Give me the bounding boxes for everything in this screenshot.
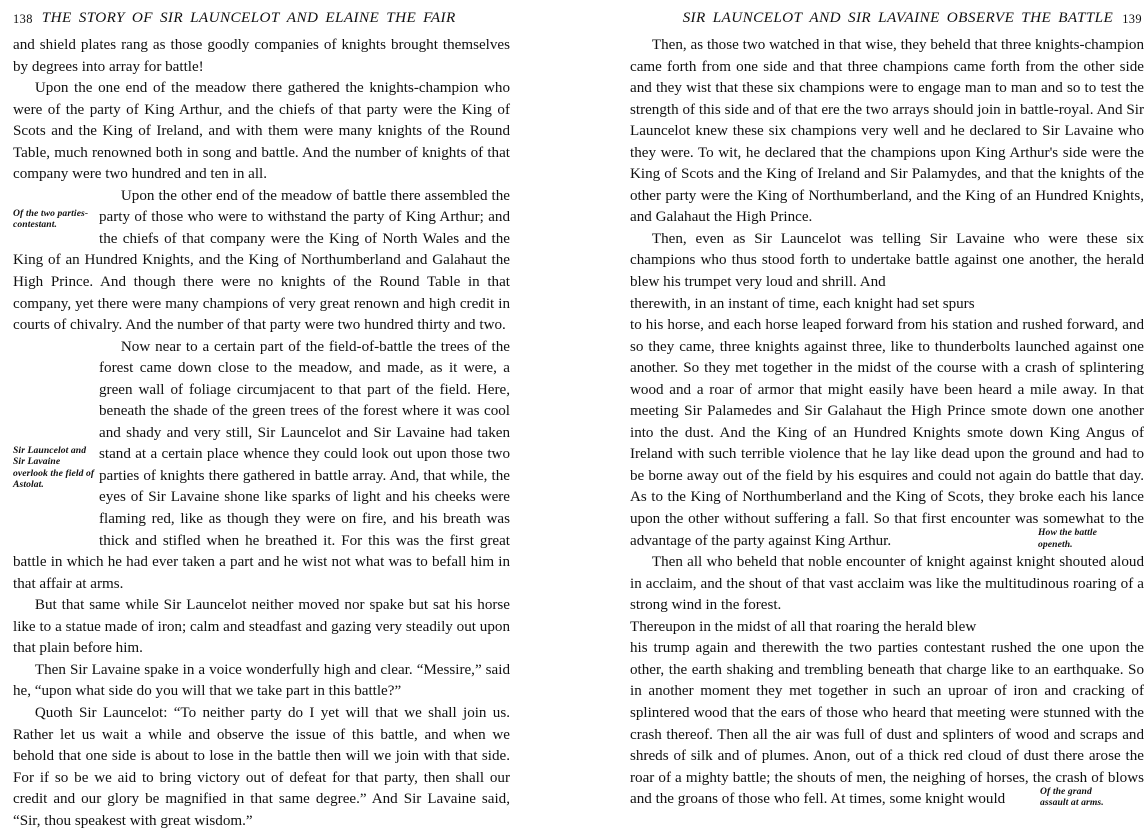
running-head-word: LAVAINE (878, 9, 940, 26)
paragraph-part: his trump again and therewith the two parties contestant rushed the one upon the other, the earth shaking and trembling beneath that charge like to an earthquake. So in another moment they met together in such an uproar of iron and cracking of splintered wood that the ears of those who heard that meeting were stunned with the crash thereof. Then all the air was full of dust and splinters of wood and scraps and shreds of silk and of plumes. Anon, out of a thick red cloud of dust there arose the roar of a mighty battle; the shouts of men, the neighing of horses, the crash of blows and the groans of those who fell. At times, some knight would (630, 640, 1144, 808)
running-head-left (13, 9, 510, 35)
paragraph-body: Now near to a certain part of the field-of-battle the trees of the forest came down close to the meadow, and made, as it were, a green wall of foliage circumjacent to that part of the field. Here, beneath the shade of the green trees of the forest where it was cool and shady and very still, Sir Launcelot and Sir Lavaine had taken stand at a certain place whence they could look out upon those two parties of knights there gathered in battle array. And, that while, the eyes of Sir Lavaine shone like sparks of light and his cheeks were flaming red, like as though they were on fire, and his breath was thick and stifled when he breathed it. For this was the first great battle in which he had ever taken a part and he wist not what was to befall him in that affair at arms. (13, 338, 510, 592)
paragraph: But that same while Sir Launcelot neither moved nor spake but sat his horse like to a statue made of iron; calm and steadfast and gazing very steadily out upon that plain before him. (13, 597, 510, 657)
paragraph: and shield plates rang as those goodly companies of knights brought themselves by degrees into array for battle! (13, 37, 510, 75)
running-head-word: OF (131, 9, 153, 26)
running-head-word: AND (809, 9, 841, 26)
page-left (0, 0, 572, 829)
folio-number-left: 138 (13, 12, 33, 26)
running-head-word: THE (1021, 9, 1052, 26)
paragraph-with-margin-note (13, 186, 510, 337)
margin-note-line: openeth. (1038, 538, 1073, 550)
paragraph-group-with-side-note (630, 229, 1144, 552)
running-head-word: STORY (78, 9, 125, 26)
running-head-word: FAIR (423, 9, 456, 26)
running-head-word: LAUNCELOT (712, 9, 803, 26)
running-head-word: ELAINE (325, 9, 380, 26)
margin-note-line: assault at arms. (1040, 797, 1104, 809)
paragraph-with-margin-note (13, 337, 510, 596)
running-head-word: THE (386, 9, 417, 26)
paragraph: Then Sir Lavaine spake in a voice wonderfully high and clear. “Messire,” said he, “upon what side do you will that we take part in this battle?” (13, 661, 510, 700)
margin-note-overlook-astolat: Sir Launcelot and Sir Lavaine overlook the field of Astolat. (13, 444, 95, 491)
paragraph-part: therewith, in an instant of time, each knight had set spurs (630, 295, 975, 312)
paragraph-part: Then all who beheld that noble encounter of knight against knight shouted aloud in acclaim, and the shout of that vast acclaim was like the multitudinous roaring of a strong wind in the forest. (630, 554, 1144, 614)
margin-note-parties-contestant: Of the two parties-contestant. (13, 207, 89, 231)
running-head-word: OBSERVE (946, 9, 1015, 26)
paragraph-group-with-side-note (630, 552, 1144, 811)
running-head-word: SIR (847, 9, 872, 26)
running-head-word: SIR (682, 9, 706, 26)
left-column-text (13, 35, 510, 832)
running-head-word: THE (41, 9, 72, 26)
folio-number-right: 139 (1122, 12, 1142, 26)
paragraph-body: Upon the other end of the meadow of battle there assembled the party of those who were to withstand the party of King Arthur; and the chiefs of that company were the King of North Wales and the King of an Hundred Knights, and the King of Northumberland and Galahaut the High Prince. And though there were no knights of the Round Table in that company, yet there were many champions of very great renown and high credit in courts of chivalry. And the number of that party were two hundred thirty and two. (13, 187, 510, 334)
running-head-word: LAUNCELOT (190, 9, 280, 26)
running-head-left-title (42, 9, 456, 27)
page-right (572, 0, 1144, 809)
right-column-text (630, 35, 1144, 811)
running-head-right-title (683, 9, 1114, 27)
running-head-word: AND (286, 9, 319, 26)
running-head-word: BATTLE (1058, 9, 1114, 26)
paragraph-part: Then, even as Sir Launcelot was telling Sir Lavaine who were these six champions who thus stood forth to undertake battle against one another, the herald blew his trumpet very loud and shrill. And (630, 230, 1144, 291)
margin-note-line: How the battle (1038, 526, 1097, 538)
paragraph: Upon the one end of the meadow there gathered the knights-champion who were of the party of King Arthur, and the chiefs of that party were the King of Scots and the King of Ireland, and with them were many knights of the Round Table, much renowned both in song and battle. And the number of knights of that company were two hundred and ten in all. (13, 80, 510, 183)
margin-note-how-battle-openeth (1038, 527, 1144, 550)
paragraph: Then, as those two watched in that wise, they beheld that three knights-champion came forth from one side and that three champions came forth from the other side and they wist that these six champions were to engage man to man and so to test the strength of this side and of that ere the two arrays should join in battle-royal. And Sir Launcelot knew these six champions very well and he declared to Sir Lavaine who they were. To wit, he declared that the champions upon King Arthur's side were the King of Scots and the King of Ireland and Sir Palamydes, and that the knights of the other party were the King of Northumberland, and the King of an Hundred Knights, and Galahaut the High Prince. (630, 37, 1144, 226)
margin-note-line: Of the grand (1040, 785, 1092, 797)
paragraph-part: to his horse, and each horse leaped forward from his station and rushed forward, and so they came, three knights against three, like to thunderbolts launched against one another. So they met together in the midst of the course with a crash of splintering wood and a roar of armor that might easily have been heard a mile away. In that meeting Sir Palamedes and Sir Galahaut the High Prince smote down one another into the dust. And the King of an Hundred Knights smote down King Angus of Ireland with such terrible violence that he lay like dead upon the ground and had to be borne away out of the field by his esquires and could not again do battle that day. As to the King of Northumberland and the King of Scots, they broke each his lance upon the other without suffering a fall. So that first encounter was somewhat to the advantage of the party against King Arthur. (630, 317, 1144, 549)
paragraph: Quoth Sir Launcelot: “To neither party do I yet will that we shall join us. Rather let us wait a while and observe the issue of this battle, and when we behold that one side is about to lose in the battle then will we join with that side. For if so be we aid to bring victory out of defeat for that party, then shall our credit and our glory be magnified in that same degree.” And Sir Lavaine said, “Sir, thou speakest with great wisdom.” (13, 704, 510, 829)
margin-note-grand-assault-at-arms (1040, 786, 1144, 809)
running-head-word: SIR (159, 9, 184, 26)
running-head-right (630, 9, 1144, 35)
paragraph-part: Thereupon in the midst of all that roaring the herald blew (630, 618, 977, 635)
